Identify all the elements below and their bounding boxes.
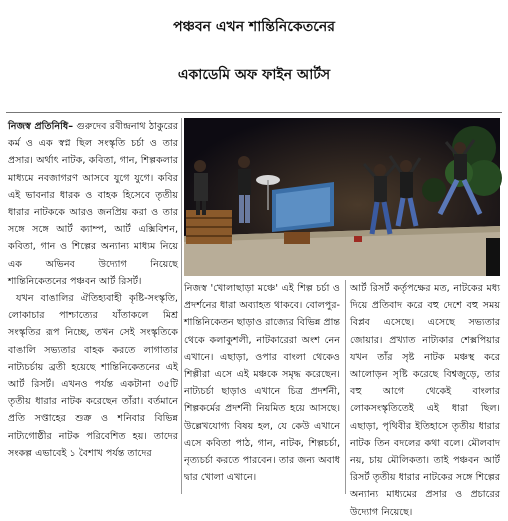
article-column-1	[8, 118, 178, 496]
paragraph-text: গুরুদেব রবীন্দ্রনাথ ঠাকুরের কর্ম ও এক স্বপ্ন ছিল সংস্কৃতি চর্চা ও তার প্রসার। অর্থাৎ নাটক, কবিতা, গান, শিল্পকলার মাধ্যমে নবজাগরণ আসবে যুগে যুগে। কবির এই ভাবনার ধারক ও বাহক হিসেবে তৃতীয় ধারার নাটককে আরও জনপ্রিয় করা ও তার সঙ্গে সঙ্গে আর্ট ক্যাম্প, আর্ট এক্সিবিশন, কবিতা, গান ও শিল্পের অন্যান্য মাধ্যম নিয়ে এক অভিনব উদ্যোগ নিয়েছে শান্তিনিকেতনের পঞ্চবন আর্ট রিসর্ট।	[8, 121, 178, 287]
paragraph: নিজস্ব 'খোলাছাড়া মঞ্চে' এই শিল্প চর্চা ও প্রদর্শনের ধারা অব্যাহত থাকবে। বোলপুর-শান্তিনিকেতন ছাড়াও রাজ্যের বিভিন্ন প্রান্ত থেকে কলাকুশলী, নাটকারেরা অংশ নেন এখানে। এছাড়া, ওপার বাংলা থেকেও শিল্পীরা এসে এই মঞ্চকে সমৃদ্ধ করেছেন। নাট্যচর্চা ছাড়াও এখানে চিত্র প্রদর্শনী, শিল্পকর্মের প্রদর্শনী নিয়মিত হয়ে আসছে। উল্লেখযোগ্য বিষয় হল, যে কেউ এখানে এসে কবিতা পাঠ, গান, নাটক, শিল্পচর্চা, নৃত্যচর্চা করতে পারবেন। তার জন্য অবাধ দ্বার খোলা এখানে।	[184, 283, 340, 484]
article-column-3	[350, 280, 500, 518]
performance-photo-drawing	[184, 118, 500, 276]
lead-paragraph	[8, 118, 178, 290]
column-divider	[181, 118, 182, 494]
headline-line-1: পঞ্চবন এখন শান্তিনিকেতনের	[173, 19, 335, 35]
headline-line-2: একাডেমি অফ ফাইন আর্টস	[177, 67, 331, 83]
byline: নিজস্ব প্রতিনিধি–	[8, 121, 74, 132]
headline-divider	[6, 112, 502, 113]
article-column-2	[184, 280, 340, 496]
performance-photo	[184, 118, 500, 276]
paragraph: যখন বাঙালির ঐতিহ্যবাহী কৃষ্টি-সংস্কৃতি, লোকাচার পাশ্চাত্যের যাঁতাকলে মিশ্র সংস্কৃতির রূপ নিচ্ছে, তখন সেই সংস্কৃতিকে বাঙালি সভ্যতার বাহক করতে লাগাতার নাট্যচর্চায় ব্রতী হয়েছে শান্তিনিকেতনের এই আর্ট রিসর্ট। এখনও পর্যন্ত একটানা ৩৫টি তৃতীয় ধারার নাটক করেছেন তাঁরা। বর্তমানে প্রতি সপ্তাহের শুক্র ও শনিবার বিভিন্ন নাট্যগোষ্ঠীর নাটক পরিবেশিত হয়। তাদের সংকল্প এভাবেই ১ বৈশাখ পর্যন্ত তাদের	[8, 293, 178, 459]
paragraph: আর্ট রিসর্ট কর্তৃপক্ষের মত, নাটকের মধ্য দিয়ে প্রতিবাদ করে বহু দেশে বহু সময় বিপ্লব এসেছে। এসেছে সভ্যতার জোয়ার। প্রখ্যাত নাট্যকার শেক্সপিয়ার যখন তাঁর সৃষ্ট নাটক মঞ্চস্থ করে আলোড়ন সৃষ্টি করেছে বিশ্বজুড়ে, তার বহু আগে থেকেই বাংলার লোকসংস্কৃতিতেই এই ধারা ছিল। এছাড়া, পৃথিবীর ইতিহাসে তৃতীয় ধারার নাটক তিন বদলের কথা বলে। মৌলবাদ নয়, চায় মৌলিকতা। তাই পঞ্চবন আর্ট রিসর্ট তৃতীয় ধারার নাটকের সঙ্গে শিল্পের অন্যান্য মাধ্যমের প্রসার ও প্রচারের উদ্যোগ নিয়েছে।	[350, 283, 500, 518]
column-divider	[345, 280, 346, 494]
